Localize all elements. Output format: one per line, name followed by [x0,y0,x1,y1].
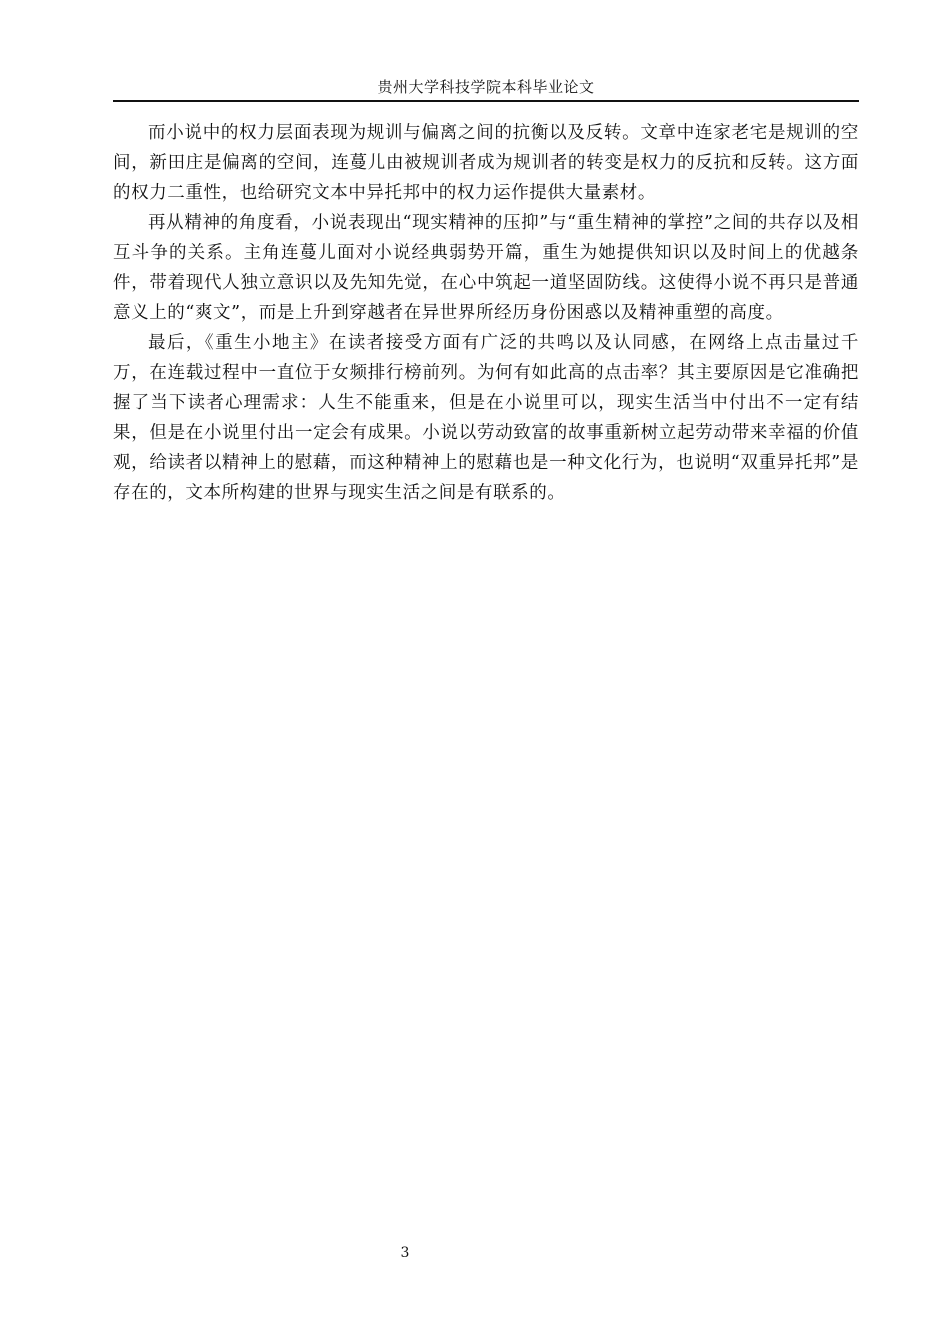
page-number: 3 [400,1245,410,1261]
page-header-title: 贵州大学科技学院本科毕业论文 [377,78,595,96]
body-text [113,118,859,508]
header-divider [113,100,859,102]
paragraph-power: 而小说中的权力层面表现为规训与偏离之间的抗衡以及反转。文章中连家老宅是规训的空间，新田庄是偏离的空间，连蔓儿由被规训者成为规训者的转变是权力的反抗和反转。这方面的权力二重性，也给研究文本中异托邦中的权力运作提供大量素材。 [113,123,859,203]
paragraph-spirit: 再从精神的角度看，小说表现出“现实精神的压抑”与“重生精神的掌控”之间的共存以及相互斗争的关系。主角连蔓儿面对小说经典弱势开篇，重生为她提供知识以及时间上的优越条件，带着现代人独立意识以及先知先觉，在心中筑起一道坚固防线。这使得小说不再只是普通意义上的“爽文”，而是上升到穿越者在异世界所经历身份困惑以及精神重塑的高度。 [113,213,859,323]
paragraph-reception: 最后，《重生小地主》在读者接受方面有广泛的共鸣以及认同感，在网络上点击量过千万，在连载过程中一直位于女频排行榜前列。为何有如此高的点击率？其主要原因是它准确把握了当下读者心理需求：人生不能重来，但是在小说里可以，现实生活当中付出不一定有结果，但是在小说里付出一定会有成果。小说以劳动致富的故事重新树立起劳动带来幸福的价值观，给读者以精神上的慰藉，而这种精神上的慰藉也是一种文化行为，也说明“双重异托邦”是存在的，文本所构建的世界与现实生活之间是有联系的。 [113,333,859,503]
